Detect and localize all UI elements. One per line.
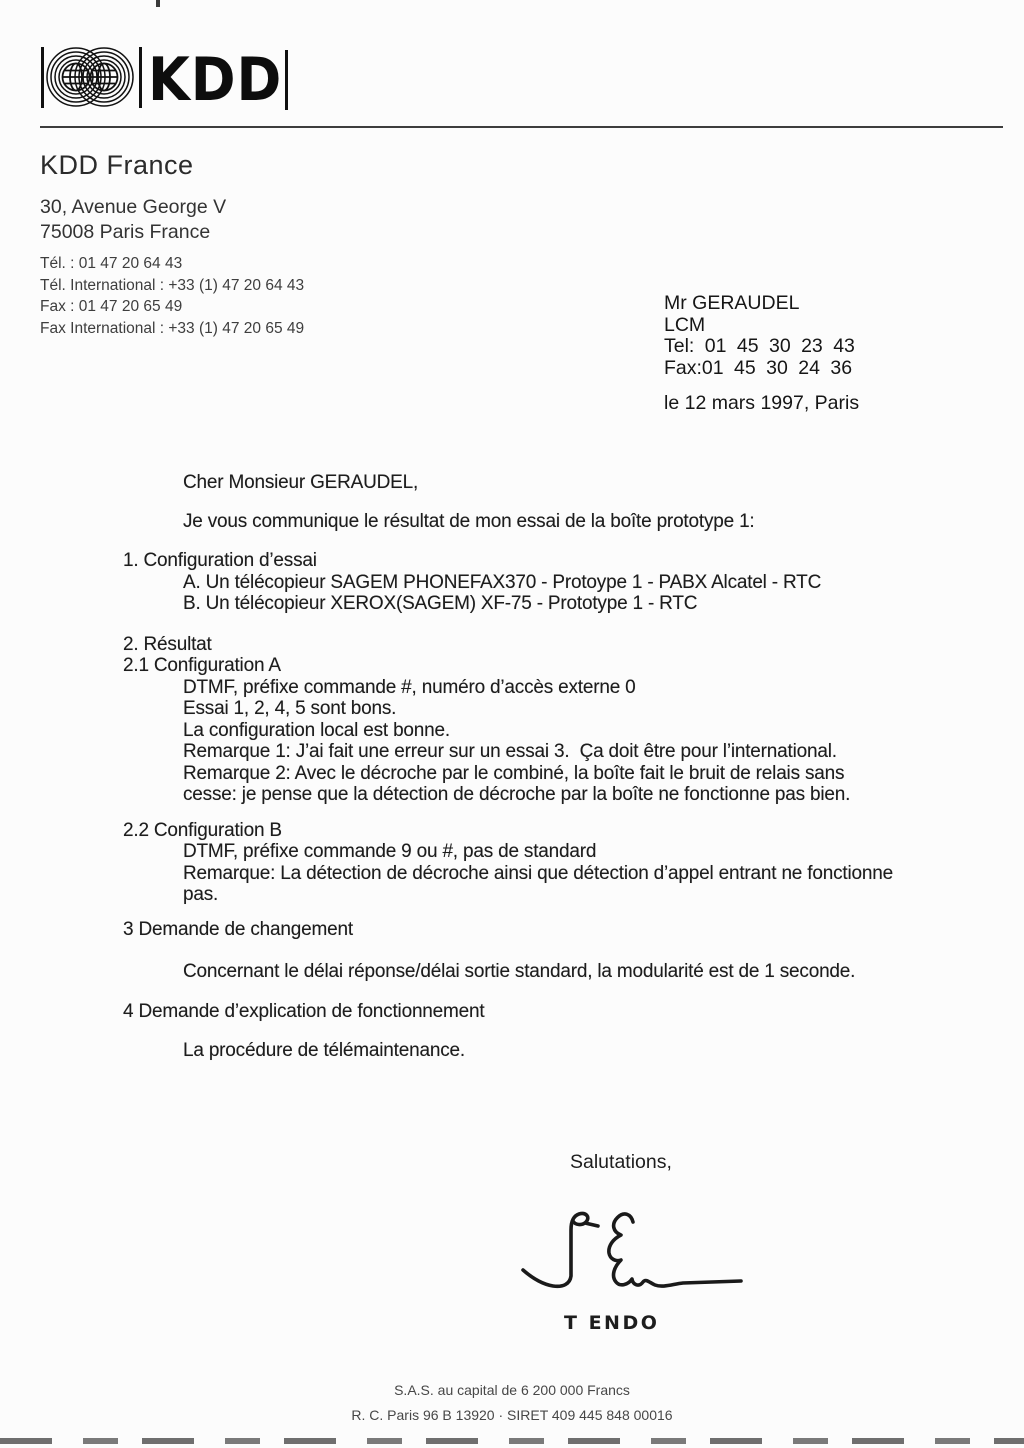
sender-company: KDD France xyxy=(40,150,194,180)
section-2-1-remark-2: Remarque 2: Avec le décroche par le combiné, la boîte fait le bruit de relais sans xyxy=(183,762,845,784)
section-1-title: 1. Configuration d’essai xyxy=(123,550,317,571)
section-3-title: 3 Demande de changement xyxy=(123,918,353,940)
intro-line: Je vous communique le résultat de mon essai de la boîte prototype 1: xyxy=(183,510,755,532)
handwritten-signature xyxy=(503,1196,753,1306)
section-2-1-remark-2-cont: cesse: je pense que la détection de décroche par la boîte ne fonctionne pas bien. xyxy=(183,784,851,805)
section-2-1-line: DTMF, préfixe commande #, numéro d’accès externe 0 xyxy=(183,676,636,698)
section-2-2-line: DTMF, préfixe commande 9 ou #, pas de standard xyxy=(183,841,597,862)
section-4-title: 4 Demande d’explication de fonctionnement xyxy=(123,1000,485,1022)
scan-artifact-bar xyxy=(0,1438,1024,1444)
kdd-globes-icon xyxy=(45,44,135,110)
footer xyxy=(0,1378,1024,1428)
section-2-2-remark: Remarque: La détection de décroche ainsi que détection d’appel entrant ne fonctionne xyxy=(183,862,893,884)
letter-body xyxy=(0,472,1024,1062)
section-1-item-b: B. Un télécopieur XEROX(SAGEM) XF-75 - Prototype 1 - RTC xyxy=(183,593,698,614)
greeting: Cher Monsieur GERAUDEL, xyxy=(183,472,419,493)
recipient-name: Mr GERAUDEL xyxy=(664,292,800,314)
section-2-2-title: 2.2 Configuration B xyxy=(123,819,282,841)
footer-capital-line: S.A.S. au capital de 6 200 000 Francs xyxy=(394,1382,630,1398)
date-line: le 12 mars 1997, Paris xyxy=(664,392,860,414)
recipient-block xyxy=(664,293,855,379)
footer-registration-line: R. C. Paris 96 B 13920 · SIRET 409 445 848 00016 xyxy=(351,1407,673,1423)
sender-fax: Fax : 01 47 20 65 49 xyxy=(40,298,183,315)
logo-right-bar xyxy=(285,50,288,110)
section-2-title: 2. Résultat xyxy=(123,633,212,655)
sender-tel-international: Tél. International : +33 (1) 47 20 64 43 xyxy=(40,276,305,294)
logo-middle-bar xyxy=(139,47,142,108)
logo-left-bar xyxy=(41,47,44,108)
salutation: Salutations, xyxy=(570,1151,672,1173)
sender-address-line: 30, Avenue George V xyxy=(40,196,227,218)
recipient-fax: Fax:01 45 30 24 36 xyxy=(664,356,853,379)
section-2-1-title: 2.1 Configuration A xyxy=(123,655,281,676)
sender-block xyxy=(40,150,304,339)
logo-wordmark: KDD xyxy=(148,45,283,115)
recipient-company: LCM xyxy=(664,313,706,336)
scan-artifact-tick xyxy=(156,0,160,7)
section-2-1-remark-1: Remarque 1: J’ai fait une erreur sur un essai 3. Ça doit être pour l’international. xyxy=(183,741,837,762)
section-2-1-line: La configuration local est bonne. xyxy=(183,719,450,741)
signatory-name: T ENDO xyxy=(564,1312,660,1334)
section-2-2-remark-cont: pas. xyxy=(183,884,219,905)
section-3-line: Concernant le délai réponse/délai sortie standard, la modularité est de 1 seconde. xyxy=(183,961,856,982)
section-1-item-a: A. Un télécopieur SAGEM PHONEFAX370 - Protoype 1 - PABX Alcatel - RTC xyxy=(183,571,822,593)
sender-fax-international: Fax International : +33 (1) 47 20 65 49 xyxy=(40,319,305,337)
sender-tel: Tél. : 01 47 20 64 43 xyxy=(40,255,183,272)
sender-address-line: 75008 Paris France xyxy=(40,220,211,243)
recipient-tel: Tel: 01 45 30 23 43 xyxy=(664,335,855,357)
header-rule xyxy=(40,126,1003,128)
section-2-1-line: Essai 1, 2, 4, 5 sont bons. xyxy=(183,698,397,719)
section-4-line: La procédure de télémaintenance. xyxy=(183,1040,465,1061)
